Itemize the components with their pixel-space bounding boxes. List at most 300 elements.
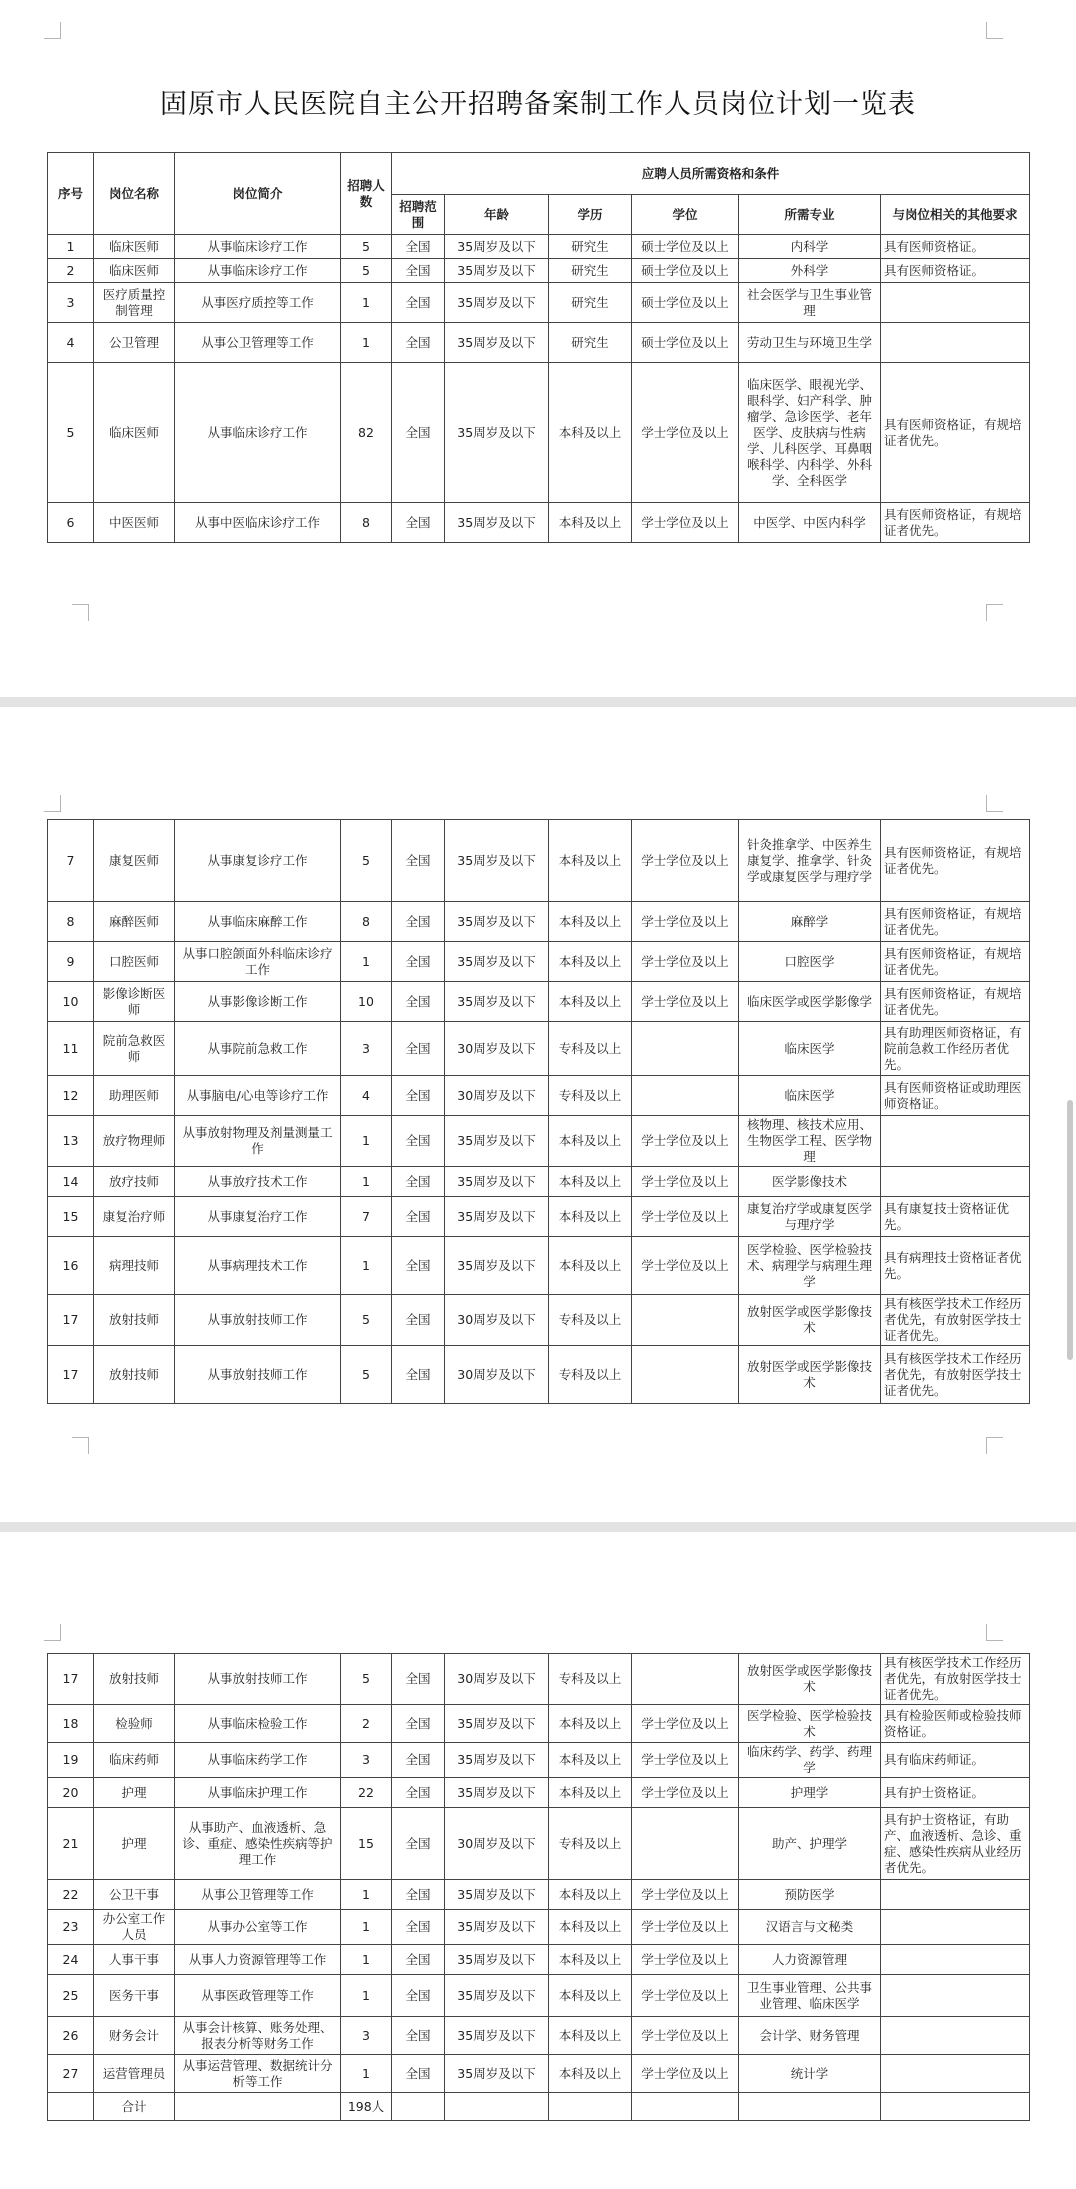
cell-empty (549, 2093, 632, 2121)
cell-degree: 学士学位及以上 (632, 1237, 739, 1295)
cell-other: 具有医师资格证，有规培证者优先。 (881, 363, 1030, 503)
cell-seq: 15 (48, 1197, 94, 1237)
header-other: 与岗位相关的其他要求 (881, 195, 1030, 235)
cell-num: 1 (341, 323, 392, 363)
cell-post: 人事干事 (94, 1945, 175, 1975)
cell-seq: 10 (48, 982, 94, 1022)
cell-num: 2 (341, 1705, 392, 1743)
cell-scope: 全国 (392, 1778, 445, 1808)
page-3 (0, 1532, 1076, 2189)
cell-seq: 20 (48, 1778, 94, 1808)
cell-other: 具有核医学技术工作经历者优先，有放射医学技士证者优先。 (881, 1654, 1030, 1705)
cell-num: 1 (341, 1116, 392, 1167)
cell-scope: 全国 (392, 259, 445, 283)
cell-post: 放射技师 (94, 1295, 175, 1346)
cell-scope: 全国 (392, 1295, 445, 1346)
cell-age: 35周岁及以下 (445, 2017, 549, 2055)
cell-degree: 硕士学位及以上 (632, 283, 739, 323)
cell-age: 35周岁及以下 (445, 1945, 549, 1975)
corner-mark (986, 1437, 1003, 1454)
cell-intro: 从事口腔颌面外科临床诊疗工作 (175, 942, 341, 982)
cell-age: 35周岁及以下 (445, 503, 549, 543)
cell-other: 具有医师资格证。 (881, 259, 1030, 283)
cell-edu: 本科及以上 (549, 1743, 632, 1778)
cell-major: 放射医学或医学影像技术 (739, 1346, 881, 1404)
table-row (48, 1975, 1030, 2017)
cell-seq: 17 (48, 1346, 94, 1404)
cell-age: 35周岁及以下 (445, 1167, 549, 1197)
cell-intro: 从事临床诊疗工作 (175, 363, 341, 503)
cell-major: 中医学、中医内科学 (739, 503, 881, 543)
header-degree: 学位 (632, 195, 739, 235)
table-row (48, 820, 1030, 902)
cell-major: 临床医学或医学影像学 (739, 982, 881, 1022)
cell-age: 35周岁及以下 (445, 902, 549, 942)
cell-edu: 本科及以上 (549, 982, 632, 1022)
cell-empty (48, 2093, 94, 2121)
cell-seq: 17 (48, 1295, 94, 1346)
cell-num: 1 (341, 1975, 392, 2017)
cell-num: 1 (341, 1880, 392, 1910)
cell-edu: 本科及以上 (549, 820, 632, 902)
cell-other (881, 283, 1030, 323)
corner-mark (986, 22, 1003, 39)
cell-major: 临床医学、眼视光学、眼科学、妇产科学、肿瘤学、急诊医学、老年医学、皮肤病与性病学、儿科医学、耳鼻咽喉科学、内科学、外科学、全科医学 (739, 363, 881, 503)
cell-degree: 硕士学位及以上 (632, 259, 739, 283)
cell-age: 35周岁及以下 (445, 982, 549, 1022)
cell-seq: 2 (48, 259, 94, 283)
cell-intro: 从事康复诊疗工作 (175, 820, 341, 902)
cell-num: 1 (341, 942, 392, 982)
cell-age: 35周岁及以下 (445, 1975, 549, 2017)
cell-other: 具有医师资格证。 (881, 235, 1030, 259)
cell-age: 35周岁及以下 (445, 259, 549, 283)
cell-edu: 研究生 (549, 283, 632, 323)
cell-scope: 全国 (392, 2017, 445, 2055)
cell-major: 核物理、核技术应用、生物医学工程、医学物理 (739, 1116, 881, 1167)
cell-other: 具有临床药师证。 (881, 1743, 1030, 1778)
cell-scope: 全国 (392, 1945, 445, 1975)
page-2 (0, 707, 1076, 1522)
corner-mark (44, 22, 61, 39)
cell-age: 30周岁及以下 (445, 1654, 549, 1705)
cell-seq: 27 (48, 2055, 94, 2093)
cell-post: 麻醉医师 (94, 902, 175, 942)
cell-post: 放射技师 (94, 1654, 175, 1705)
cell-other (881, 2017, 1030, 2055)
cell-intro: 从事康复治疗工作 (175, 1197, 341, 1237)
cell-degree: 学士学位及以上 (632, 902, 739, 942)
cell-age: 35周岁及以下 (445, 1743, 549, 1778)
cell-degree: 硕士学位及以上 (632, 235, 739, 259)
cell-edu: 本科及以上 (549, 1167, 632, 1197)
cell-num: 3 (341, 2017, 392, 2055)
cell-post: 康复治疗师 (94, 1197, 175, 1237)
cell-num: 3 (341, 1743, 392, 1778)
table-row (48, 1295, 1030, 1346)
table-row (48, 1910, 1030, 1945)
cell-intro: 从事放射技师工作 (175, 1346, 341, 1404)
table-row (48, 1808, 1030, 1880)
cell-scope: 全国 (392, 1654, 445, 1705)
table-row (48, 2055, 1030, 2093)
table-row (48, 1237, 1030, 1295)
cell-major: 放射医学或医学影像技术 (739, 1654, 881, 1705)
cell-num: 5 (341, 820, 392, 902)
total-row (48, 2093, 1030, 2121)
cell-degree: 学士学位及以上 (632, 820, 739, 902)
cell-other: 具有核医学技术工作经历者优先，有放射医学技士证者优先。 (881, 1346, 1030, 1404)
cell-other (881, 2055, 1030, 2093)
cell-seq: 12 (48, 1076, 94, 1116)
cell-intro: 从事放射物理及剂量测量工作 (175, 1116, 341, 1167)
cell-major: 劳动卫生与环境卫生学 (739, 323, 881, 363)
total-num: 198人 (341, 2093, 392, 2121)
cell-other: 具有医师资格证，有规培证者优先。 (881, 902, 1030, 942)
cell-edu: 研究生 (549, 323, 632, 363)
cell-seq: 8 (48, 902, 94, 942)
cell-intro: 从事临床护理工作 (175, 1778, 341, 1808)
cell-degree (632, 1654, 739, 1705)
cell-edu: 专科及以上 (549, 1295, 632, 1346)
cell-empty (445, 2093, 549, 2121)
cell-intro: 从事放射技师工作 (175, 1654, 341, 1705)
table-row (48, 902, 1030, 942)
cell-degree: 学士学位及以上 (632, 1705, 739, 1743)
cell-post: 公卫干事 (94, 1880, 175, 1910)
cell-scope: 全国 (392, 235, 445, 259)
cell-major: 预防医学 (739, 1880, 881, 1910)
cell-edu: 本科及以上 (549, 363, 632, 503)
corner-mark (986, 604, 1003, 621)
cell-scope: 全国 (392, 1346, 445, 1404)
cell-intro: 从事临床检验工作 (175, 1705, 341, 1743)
cell-other: 具有护士资格证，有助产、血液透析、急诊、重症、感染性疾病从业经历者优先。 (881, 1808, 1030, 1880)
header-post: 岗位名称 (94, 153, 175, 235)
cell-other: 具有医师资格证，有规培证者优先。 (881, 942, 1030, 982)
cell-major: 临床药学、药学、药理学 (739, 1743, 881, 1778)
cell-degree (632, 1295, 739, 1346)
cell-num: 8 (341, 503, 392, 543)
page-separator (0, 1522, 1076, 1532)
cell-scope: 全国 (392, 1116, 445, 1167)
cell-seq: 6 (48, 503, 94, 543)
cell-scope: 全国 (392, 503, 445, 543)
header-major: 所需专业 (739, 195, 881, 235)
cell-age: 30周岁及以下 (445, 1808, 549, 1880)
cell-edu: 本科及以上 (549, 1880, 632, 1910)
cell-other: 具有检验医师或检验技师资格证。 (881, 1705, 1030, 1743)
cell-major: 会计学、财务管理 (739, 2017, 881, 2055)
cell-degree: 学士学位及以上 (632, 1197, 739, 1237)
corner-mark (44, 795, 61, 812)
cell-other (881, 1167, 1030, 1197)
corner-mark (72, 604, 89, 621)
cell-degree: 学士学位及以上 (632, 2055, 739, 2093)
cell-post: 放疗物理师 (94, 1116, 175, 1167)
table-row (48, 1022, 1030, 1076)
cell-edu: 本科及以上 (549, 1910, 632, 1945)
cell-empty (632, 2093, 739, 2121)
table-row (48, 982, 1030, 1022)
table-row (48, 259, 1030, 283)
cell-edu: 本科及以上 (549, 1778, 632, 1808)
cell-age: 35周岁及以下 (445, 820, 549, 902)
cell-seq: 14 (48, 1167, 94, 1197)
table-row (48, 235, 1030, 259)
cell-post: 助理医师 (94, 1076, 175, 1116)
cell-major: 临床医学 (739, 1076, 881, 1116)
cell-num: 7 (341, 1197, 392, 1237)
cell-major: 医学检验、医学检验技术 (739, 1705, 881, 1743)
table-header-row (48, 153, 1030, 195)
cell-seq: 3 (48, 283, 94, 323)
cell-edu: 本科及以上 (549, 902, 632, 942)
table-row (48, 323, 1030, 363)
cell-intro: 从事医疗质控等工作 (175, 283, 341, 323)
cell-seq: 25 (48, 1975, 94, 2017)
cell-intro: 从事临床诊疗工作 (175, 259, 341, 283)
cell-age: 30周岁及以下 (445, 1295, 549, 1346)
table-row (48, 942, 1030, 982)
corner-mark (986, 1624, 1003, 1641)
cell-edu: 专科及以上 (549, 1076, 632, 1116)
cell-num: 1 (341, 283, 392, 323)
cell-intro: 从事临床麻醉工作 (175, 902, 341, 942)
cell-edu: 本科及以上 (549, 1975, 632, 2017)
positions-table (47, 1653, 1030, 2121)
cell-intro: 从事影像诊断工作 (175, 982, 341, 1022)
cell-other: 具有医师资格证，有规培证者优先。 (881, 820, 1030, 902)
cell-num: 5 (341, 1295, 392, 1346)
cell-degree: 学士学位及以上 (632, 1975, 739, 2017)
cell-scope: 全国 (392, 283, 445, 323)
cell-major: 社会医学与卫生事业管理 (739, 283, 881, 323)
cell-scope: 全国 (392, 323, 445, 363)
cell-scope: 全国 (392, 363, 445, 503)
cell-other (881, 1975, 1030, 2017)
cell-degree (632, 1346, 739, 1404)
header-seq: 序号 (48, 153, 94, 235)
cell-post: 财务会计 (94, 2017, 175, 2055)
cell-major: 针灸推拿学、中医养生康复学、推拿学、针灸学或康复医学与理疗学 (739, 820, 881, 902)
cell-degree: 学士学位及以上 (632, 1778, 739, 1808)
table-row (48, 1116, 1030, 1167)
cell-major: 内科学 (739, 235, 881, 259)
cell-degree: 学士学位及以上 (632, 363, 739, 503)
cell-seq: 13 (48, 1116, 94, 1167)
cell-post: 临床药师 (94, 1743, 175, 1778)
cell-num: 5 (341, 259, 392, 283)
cell-age: 35周岁及以下 (445, 1880, 549, 1910)
cell-intro: 从事人力资源管理等工作 (175, 1945, 341, 1975)
cell-scope: 全国 (392, 1880, 445, 1910)
cell-seq: 11 (48, 1022, 94, 1076)
table-row (48, 1778, 1030, 1808)
cell-empty (739, 2093, 881, 2121)
cell-edu: 专科及以上 (549, 1022, 632, 1076)
total-label: 合计 (94, 2093, 175, 2121)
cell-edu: 本科及以上 (549, 1116, 632, 1167)
cell-intro: 从事放疗技术工作 (175, 1167, 341, 1197)
table-row (48, 1167, 1030, 1197)
cell-scope: 全国 (392, 902, 445, 942)
cell-intro: 从事助产、血液透析、急诊、重症、感染性疾病等护理工作 (175, 1808, 341, 1880)
cell-degree: 学士学位及以上 (632, 942, 739, 982)
cell-intro: 从事运营管理、数据统计分析等工作 (175, 2055, 341, 2093)
cell-major: 康复治疗学或康复医学与理疗学 (739, 1197, 881, 1237)
cell-edu: 本科及以上 (549, 503, 632, 543)
cell-num: 5 (341, 1654, 392, 1705)
cell-scope: 全国 (392, 1167, 445, 1197)
cell-num: 22 (341, 1778, 392, 1808)
cell-seq: 4 (48, 323, 94, 363)
cell-intro: 从事公卫管理等工作 (175, 323, 341, 363)
cell-major: 汉语言与文秘类 (739, 1910, 881, 1945)
table-row (48, 283, 1030, 323)
table-row (48, 1197, 1030, 1237)
cell-other (881, 1945, 1030, 1975)
cell-post: 康复医师 (94, 820, 175, 902)
table-row (48, 1076, 1030, 1116)
cell-major: 医学检验、医学检验技术、病理学与病理生理学 (739, 1237, 881, 1295)
cell-empty (175, 2093, 341, 2121)
positions-table (47, 152, 1030, 543)
cell-seq: 9 (48, 942, 94, 982)
cell-edu: 本科及以上 (549, 2017, 632, 2055)
cell-seq: 23 (48, 1910, 94, 1945)
cell-num: 82 (341, 363, 392, 503)
cell-seq: 22 (48, 1880, 94, 1910)
cell-intro: 从事脑电/心电等诊疗工作 (175, 1076, 341, 1116)
cell-intro: 从事办公室等工作 (175, 1910, 341, 1945)
header-intro: 岗位简介 (175, 153, 341, 235)
cell-num: 3 (341, 1022, 392, 1076)
header-cond: 应聘人员所需资格和条件 (392, 153, 1030, 195)
cell-other: 具有康复技士资格证优先。 (881, 1197, 1030, 1237)
cell-scope: 全国 (392, 1076, 445, 1116)
header-age: 年龄 (445, 195, 549, 235)
cell-major: 统计学 (739, 2055, 881, 2093)
cell-seq: 21 (48, 1808, 94, 1880)
cell-scope: 全国 (392, 1237, 445, 1295)
cell-empty (392, 2093, 445, 2121)
cell-edu: 专科及以上 (549, 1808, 632, 1880)
table-row (48, 2017, 1030, 2055)
cell-num: 15 (341, 1808, 392, 1880)
cell-num: 1 (341, 1945, 392, 1975)
table-row (48, 1705, 1030, 1743)
scrollbar[interactable] (1067, 1100, 1073, 1360)
cell-seq: 17 (48, 1654, 94, 1705)
cell-degree (632, 1076, 739, 1116)
cell-age: 35周岁及以下 (445, 1237, 549, 1295)
cell-edu: 本科及以上 (549, 1197, 632, 1237)
cell-seq: 24 (48, 1945, 94, 1975)
cell-post: 护理 (94, 1778, 175, 1808)
cell-major: 口腔医学 (739, 942, 881, 982)
cell-scope: 全国 (392, 1808, 445, 1880)
cell-seq: 7 (48, 820, 94, 902)
cell-other (881, 1910, 1030, 1945)
cell-post: 检验师 (94, 1705, 175, 1743)
cell-post: 放射技师 (94, 1346, 175, 1404)
cell-other (881, 1880, 1030, 1910)
cell-intro: 从事临床诊疗工作 (175, 235, 341, 259)
table-row (48, 1654, 1030, 1705)
cell-degree: 学士学位及以上 (632, 2017, 739, 2055)
cell-num: 10 (341, 982, 392, 1022)
cell-scope: 全国 (392, 982, 445, 1022)
page-title: 固原市人民医院自主公开招聘备案制工作人员岗位计划一览表 (160, 89, 916, 120)
cell-edu: 研究生 (549, 259, 632, 283)
cell-intro: 从事公卫管理等工作 (175, 1880, 341, 1910)
cell-other: 具有医师资格证，有规培证者优先。 (881, 982, 1030, 1022)
cell-degree: 学士学位及以上 (632, 1167, 739, 1197)
cell-age: 35周岁及以下 (445, 2055, 549, 2093)
cell-num: 1 (341, 1167, 392, 1197)
corner-mark (986, 795, 1003, 812)
cell-edu: 本科及以上 (549, 942, 632, 982)
cell-other: 具有医师资格证或助理医师资格证。 (881, 1076, 1030, 1116)
cell-intro: 从事会计核算、账务处理、报表分析等财务工作 (175, 2017, 341, 2055)
cell-seq: 18 (48, 1705, 94, 1743)
cell-post: 医疗质量控制管理 (94, 283, 175, 323)
cell-scope: 全国 (392, 1705, 445, 1743)
cell-degree (632, 1808, 739, 1880)
cell-scope: 全国 (392, 1910, 445, 1945)
cell-post: 院前急救医师 (94, 1022, 175, 1076)
cell-other: 具有医师资格证，有规培证者优先。 (881, 503, 1030, 543)
cell-scope: 全国 (392, 942, 445, 982)
cell-degree: 学士学位及以上 (632, 1880, 739, 1910)
cell-age: 35周岁及以下 (445, 1197, 549, 1237)
cell-num: 5 (341, 1346, 392, 1404)
table-row (48, 1945, 1030, 1975)
cell-major: 临床医学 (739, 1022, 881, 1076)
cell-empty (881, 2093, 1030, 2121)
cell-major: 外科学 (739, 259, 881, 283)
cell-seq: 19 (48, 1743, 94, 1778)
cell-major: 助产、护理学 (739, 1808, 881, 1880)
cell-edu: 本科及以上 (549, 1945, 632, 1975)
cell-degree: 学士学位及以上 (632, 1945, 739, 1975)
cell-degree: 学士学位及以上 (632, 503, 739, 543)
cell-scope: 全国 (392, 1975, 445, 2017)
cell-post: 办公室工作人员 (94, 1910, 175, 1945)
cell-other: 具有病理技士资格证者优先。 (881, 1237, 1030, 1295)
cell-age: 35周岁及以下 (445, 363, 549, 503)
cell-other: 具有助理医师资格证，有院前急救工作经历者优先。 (881, 1022, 1030, 1076)
cell-num: 5 (341, 235, 392, 259)
cell-edu: 本科及以上 (549, 1705, 632, 1743)
cell-degree (632, 1022, 739, 1076)
cell-age: 35周岁及以下 (445, 323, 549, 363)
header-scope: 招聘范围 (392, 195, 445, 235)
cell-post: 临床医师 (94, 259, 175, 283)
cell-num: 4 (341, 1076, 392, 1116)
cell-intro: 从事临床药学工作 (175, 1743, 341, 1778)
cell-age: 30周岁及以下 (445, 1346, 549, 1404)
cell-post: 运营管理员 (94, 2055, 175, 2093)
cell-scope: 全国 (392, 820, 445, 902)
corner-mark (72, 1437, 89, 1454)
cell-major: 护理学 (739, 1778, 881, 1808)
cell-seq: 5 (48, 363, 94, 503)
cell-seq: 26 (48, 2017, 94, 2055)
cell-major: 麻醉学 (739, 902, 881, 942)
table-row (48, 1346, 1030, 1404)
